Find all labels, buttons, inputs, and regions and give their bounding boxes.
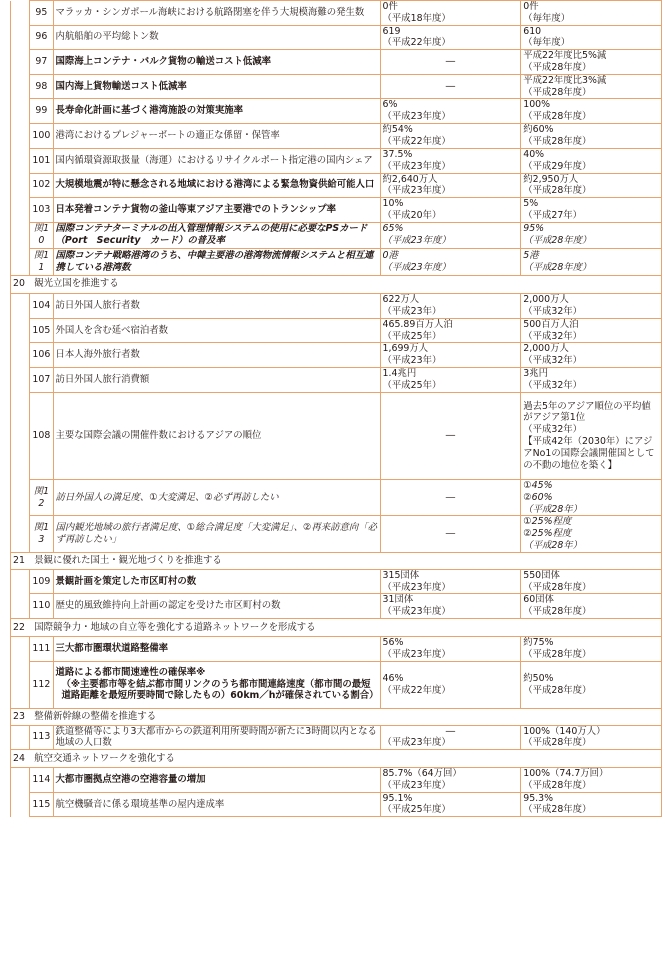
indicator-row xyxy=(11,367,662,392)
category-row xyxy=(11,708,662,725)
group-indent-cell xyxy=(11,74,30,99)
indicator-name-text: 内航船舶の平均総トン数 xyxy=(55,31,159,43)
current-value-cell xyxy=(380,50,521,75)
indicator-name-text: 鉄道整備等により3大都市からの鉄道利用所要時間が新たに3時間以内となる地域の人口数 xyxy=(55,725,377,749)
indicator-number: 112 xyxy=(30,661,53,708)
indicator-name-text: 国際コンテナ戦略港湾のうち、中韓主要港の港湾物流情報システムと相互連携している港湾数 xyxy=(55,249,374,273)
indicator-name-text: 国内観光地域の旅行者満足度、①総合満足度「大変満足」、②再来訪意向「必ず再訪したい」 xyxy=(55,522,378,546)
target-value-line: （平成28年度） xyxy=(523,111,592,123)
indicator-name-text: 大規模地震が特に懸念される地域における港湾による緊急物資供給可能人口 xyxy=(55,179,375,191)
current-value-line: （平成23年度） xyxy=(382,235,451,247)
current-value-cell xyxy=(380,479,521,515)
current-value-cell xyxy=(380,123,521,148)
current-value-cell xyxy=(380,318,521,343)
current-value-line: （平成20年） xyxy=(382,209,442,221)
group-indent-cell xyxy=(11,569,30,594)
target-value-line: 2,000万人 xyxy=(523,343,569,355)
target-value-cell xyxy=(521,479,662,515)
indicator-row xyxy=(11,173,662,198)
group-indent-cell xyxy=(11,293,30,318)
current-value-line: （平成23年度） xyxy=(382,779,451,791)
current-value-line: （平成22年度） xyxy=(382,37,451,49)
group-indent-cell xyxy=(11,636,30,661)
indicator-name xyxy=(53,248,380,275)
indicator-number: 96 xyxy=(30,25,53,50)
indicator-name-text: 訪日外国人旅行者数 xyxy=(55,299,140,311)
indicator-name xyxy=(53,148,380,173)
group-indent-cell xyxy=(11,148,30,173)
category-title: 22 国際競争力・地域の自立等を強化する道路ネットワークを形成する xyxy=(11,618,662,636)
target-value-line: 約60% xyxy=(523,124,554,136)
current-value-line: ― xyxy=(445,528,456,540)
indicator-name-text: 国際コンテナターミナルの出入管理情報システムの使用に必要なPSカード（Port Security カード）の普及率 xyxy=(55,223,368,247)
indicator-number: 105 xyxy=(30,318,53,343)
target-value-line: （平成28年度） xyxy=(523,737,592,749)
indicator-name xyxy=(53,792,380,817)
current-value-cell xyxy=(380,516,521,552)
target-value-line: 100%（74.7万回） xyxy=(523,768,609,780)
target-value-line: 550団体 xyxy=(523,569,560,581)
indicator-number: 101 xyxy=(30,148,53,173)
current-value-line: 1,699万人 xyxy=(382,343,429,355)
current-value-line: （平成23年） xyxy=(382,305,442,317)
target-value-cell xyxy=(521,661,662,708)
current-value-line: ― xyxy=(445,80,456,92)
indicator-row xyxy=(11,1,662,26)
target-value-cell xyxy=(521,792,662,817)
indicator-number: 97 xyxy=(30,50,53,75)
indicator-name-text: 航空機騒音に係る環境基準の屋内達成率 xyxy=(55,798,225,810)
indicator-row xyxy=(11,768,662,793)
indicator-name-text: 主要な国際会議の開催件数におけるアジアの順位 xyxy=(55,430,262,442)
indicator-name xyxy=(53,99,380,124)
indicator-row xyxy=(11,516,662,552)
indicator-row xyxy=(11,148,662,173)
target-value-cell xyxy=(521,569,662,594)
indicator-number: 110 xyxy=(30,594,53,619)
group-indent-cell xyxy=(11,768,30,793)
current-value-cell xyxy=(380,768,521,793)
indicator-name-text: 訪日外国人の満足度、①大変満足、②必ず再訪したい xyxy=(55,491,279,503)
current-value-line: 0件 xyxy=(382,1,398,12)
indicator-name-text: 国際海上コンテナ・バルク貨物の輸送コスト低減率 xyxy=(55,56,271,68)
current-value-line: ― xyxy=(445,56,456,68)
indicator-name xyxy=(53,516,380,552)
current-value-line: （平成22年度） xyxy=(382,135,451,147)
current-value-line: 85.7%（64万回） xyxy=(382,768,462,780)
group-indent-cell xyxy=(11,248,30,275)
current-value-cell xyxy=(380,248,521,275)
indicator-number: 111 xyxy=(30,636,53,661)
indicator-name xyxy=(53,222,380,248)
group-indent-cell xyxy=(11,50,30,75)
target-value-line: （平成28年度） xyxy=(523,684,592,696)
target-value-line: 95.3% xyxy=(523,792,554,804)
group-indent-cell xyxy=(11,1,30,26)
target-value-cell xyxy=(521,25,662,50)
target-value-line: （平成28年度） xyxy=(523,135,592,147)
indicator-row xyxy=(11,99,662,124)
target-value-line: 【平成42年（2030年）にアジアNo1の国際会議開催国としての不動の地位を築く】 xyxy=(523,435,655,471)
target-value-cell xyxy=(521,148,662,173)
target-value-line: 5% xyxy=(523,198,539,210)
current-value-line: ― xyxy=(445,491,456,503)
indicator-number: 95 xyxy=(30,1,53,26)
current-value-cell xyxy=(380,343,521,368)
group-indent-cell xyxy=(11,99,30,124)
indicator-row xyxy=(11,293,662,318)
indicator-name-text: 日本人海外旅行者数 xyxy=(55,349,140,361)
indicator-name xyxy=(53,318,380,343)
group-indent-cell xyxy=(11,173,30,198)
target-value-line: ①45% xyxy=(523,479,553,491)
target-value-cell xyxy=(521,248,662,275)
category-row xyxy=(11,618,662,636)
group-indent-cell xyxy=(11,367,30,392)
current-value-line: 約54% xyxy=(382,124,413,136)
indicator-row xyxy=(11,50,662,75)
indicator-name-text: 大都市圏拠点空港の空港容量の増加 xyxy=(55,773,206,785)
indicator-name xyxy=(53,293,380,318)
category-title: 23 整備新幹線の整備を推進する xyxy=(11,708,662,725)
target-value-line: （平成28年） xyxy=(523,503,583,515)
indicator-number: 100 xyxy=(30,123,53,148)
current-value-cell xyxy=(380,173,521,198)
target-value-line: （平成32年） xyxy=(523,355,583,367)
indicator-row xyxy=(11,479,662,515)
target-value-line: （毎年度） xyxy=(523,37,571,49)
target-value-line: （平成28年度） xyxy=(523,235,592,247)
target-value-line: 平成22年度比5%減 xyxy=(523,50,607,62)
indicator-row xyxy=(11,25,662,50)
indicator-number: 関11 xyxy=(30,248,53,275)
indicator-name xyxy=(53,50,380,75)
current-value-line: 46% xyxy=(382,672,404,684)
current-value-line: 37.5% xyxy=(382,148,413,160)
target-value-line: 約2,950万人 xyxy=(523,173,579,185)
target-value-line: 2,000万人 xyxy=(523,293,569,305)
group-indent-cell xyxy=(11,516,30,552)
target-value-line: （平成28年度） xyxy=(523,261,592,273)
indicator-number: 関13 xyxy=(30,516,53,552)
current-value-line: （平成25年） xyxy=(382,330,442,342)
group-indent-cell xyxy=(11,725,30,750)
current-value-line: 65% xyxy=(382,223,404,235)
current-value-line: （平成18年度） xyxy=(382,12,451,24)
group-indent-cell xyxy=(11,661,30,708)
current-value-line: （平成22年度） xyxy=(382,684,451,696)
target-value-cell xyxy=(521,173,662,198)
current-value-cell xyxy=(380,25,521,50)
current-value-cell xyxy=(380,594,521,619)
target-value-cell xyxy=(521,725,662,750)
target-value-cell xyxy=(521,1,662,26)
group-indent-cell xyxy=(11,792,30,817)
target-value-line: 60団体 xyxy=(523,594,554,606)
indicator-row xyxy=(11,343,662,368)
indicator-name-text: 日本発着コンテナ貨物の釜山等東アジア主要港でのトランシップ率 xyxy=(55,204,336,216)
group-indent-cell xyxy=(11,479,30,515)
indicator-number: 108 xyxy=(30,392,53,479)
indicator-number: 102 xyxy=(30,173,53,198)
indicator-name xyxy=(53,173,380,198)
current-value-line: ― xyxy=(445,430,456,442)
target-value-cell xyxy=(521,50,662,75)
target-value-line: 5港 xyxy=(523,249,539,261)
current-value-line: 6% xyxy=(382,99,398,111)
target-value-line: （平成27年） xyxy=(523,209,583,221)
indicator-row xyxy=(11,569,662,594)
current-value-line: （平成23年度） xyxy=(382,648,451,660)
indicator-number: 109 xyxy=(30,569,53,594)
indicator-name-text: マラッカ・シンガポール海峡における航路閉塞を伴う大規模海難の発生数 xyxy=(55,6,365,18)
current-value-line: （平成23年度） xyxy=(382,261,451,273)
indicator-number: 115 xyxy=(30,792,53,817)
group-indent-cell xyxy=(11,343,30,368)
current-value-line: 0港 xyxy=(382,249,398,261)
indicator-name xyxy=(53,479,380,515)
indicator-row xyxy=(11,594,662,619)
current-value-line: 95.1% xyxy=(382,792,413,804)
indicator-name xyxy=(53,198,380,223)
current-value-line: 315団体 xyxy=(382,569,420,581)
target-value-line: 40% xyxy=(523,148,545,160)
indicator-name xyxy=(53,392,380,479)
indicator-row xyxy=(11,318,662,343)
target-value-line: 100% xyxy=(523,99,551,111)
target-value-cell xyxy=(521,516,662,552)
target-value-line: （平成28年度） xyxy=(523,185,592,197)
indicator-name-text: 国内海上貨物輸送コスト低減率 xyxy=(55,80,187,92)
current-value-line: （平成25年） xyxy=(382,379,442,391)
current-value-cell xyxy=(380,636,521,661)
current-value-line: 465.89百万人泊 xyxy=(382,318,453,330)
indicator-name xyxy=(53,74,380,99)
indicator-row xyxy=(11,661,662,708)
target-value-line: （平成32年） xyxy=(523,379,583,391)
current-value-line: （平成23年度） xyxy=(382,737,451,749)
target-value-cell xyxy=(521,293,662,318)
target-value-cell xyxy=(521,123,662,148)
indicator-name xyxy=(53,343,380,368)
indicator-number: 98 xyxy=(30,74,53,99)
target-value-cell xyxy=(521,768,662,793)
target-value-line: ②60% xyxy=(523,491,553,503)
current-value-line: 1.4兆円 xyxy=(382,368,417,380)
indicator-row xyxy=(11,636,662,661)
target-value-line: ②25%程度 xyxy=(523,528,572,540)
indicator-name xyxy=(53,661,380,708)
group-indent-cell xyxy=(11,123,30,148)
target-value-line: （平成28年度） xyxy=(523,86,592,98)
current-value-line: （平成23年度） xyxy=(382,185,451,197)
indicator-number: 114 xyxy=(30,768,53,793)
target-value-line: 100%（140万人） xyxy=(523,725,606,737)
group-indent-cell xyxy=(11,594,30,619)
target-value-cell xyxy=(521,99,662,124)
indicator-name xyxy=(53,725,380,750)
indicator-name-text: 三大都市圏環状道路整備率 xyxy=(55,642,169,654)
current-value-cell xyxy=(380,148,521,173)
target-value-line: 約50% xyxy=(523,672,554,684)
category-row xyxy=(11,552,662,569)
target-value-line: （平成32年） xyxy=(523,305,583,317)
current-value-cell xyxy=(380,293,521,318)
indicator-table xyxy=(10,0,662,817)
indicator-name-text: 外国人を含む延べ宿泊者数 xyxy=(55,324,169,336)
target-value-line: 3兆円 xyxy=(523,368,548,380)
current-value-line: 10% xyxy=(382,198,404,210)
indicator-row xyxy=(11,198,662,223)
current-value-line: 56% xyxy=(382,636,404,648)
category-row xyxy=(11,275,662,293)
current-value-line: ― xyxy=(445,725,456,737)
target-value-line: ①25%程度 xyxy=(523,516,572,528)
current-value-cell xyxy=(380,569,521,594)
target-value-line: （平成28年度） xyxy=(523,606,592,618)
target-value-line: （平成28年度） xyxy=(523,804,592,816)
group-indent-cell xyxy=(11,198,30,223)
target-value-line: （平成29年度） xyxy=(523,160,592,172)
group-indent-cell xyxy=(11,25,30,50)
target-value-cell xyxy=(521,74,662,99)
target-value-line: 0件 xyxy=(523,1,539,12)
target-value-cell xyxy=(521,343,662,368)
indicator-row xyxy=(11,392,662,479)
indicator-name xyxy=(53,594,380,619)
indicator-name-text: 訪日外国人旅行消費額 xyxy=(55,374,150,386)
target-value-line: 約75% xyxy=(523,636,554,648)
current-value-line: （平成23年度） xyxy=(382,160,451,172)
indicator-name xyxy=(53,636,380,661)
target-value-cell xyxy=(521,198,662,223)
current-value-line: （平成23年度） xyxy=(382,111,451,123)
indicator-number: 103 xyxy=(30,198,53,223)
target-value-line: 610 xyxy=(523,25,542,37)
current-value-line: （平成23年度） xyxy=(382,606,451,618)
indicator-name xyxy=(53,768,380,793)
category-title: 20 観光立国を推進する xyxy=(11,275,662,293)
indicator-name-text: 長寿命化計画に基づく港湾施設の対策実施率 xyxy=(55,105,244,117)
current-value-line: 約2,640万人 xyxy=(382,173,438,185)
indicator-row xyxy=(11,222,662,248)
target-value-line: （平成32年） xyxy=(523,330,583,342)
indicator-name-text: 道路による都市間速達性の確保率※ xyxy=(55,666,206,678)
indicator-name-text: 港湾におけるプレジャーボートの適正な係留・保管率 xyxy=(55,130,280,142)
indicator-row xyxy=(11,725,662,750)
group-indent-cell xyxy=(11,222,30,248)
target-value-line: （平成28年度） xyxy=(523,648,592,660)
current-value-cell xyxy=(380,725,521,750)
indicator-name xyxy=(53,569,380,594)
category-row xyxy=(11,750,662,768)
current-value-line: 622万人 xyxy=(382,293,420,305)
indicator-number: 関10 xyxy=(30,222,53,248)
current-value-cell xyxy=(380,198,521,223)
current-value-line: （平成23年度） xyxy=(382,581,451,593)
target-value-cell xyxy=(521,636,662,661)
target-value-cell xyxy=(521,594,662,619)
target-value-line: （平成32年） xyxy=(523,424,583,436)
indicator-number: 106 xyxy=(30,343,53,368)
indicator-name-note: （※主要都市等を結ぶ都市間リンクのうち都市間連絡速度（都市間の最短道路距離を最短所要時間で除したもの）60km／hが確保されている割合） xyxy=(61,678,379,702)
target-value-line: （平成28年度） xyxy=(523,779,592,791)
target-value-line: 平成22年度比3%減 xyxy=(523,74,607,86)
current-value-line: （平成25年度） xyxy=(382,804,451,816)
group-indent-cell xyxy=(11,392,30,479)
target-value-line: （平成28年度） xyxy=(523,61,592,73)
current-value-cell xyxy=(380,1,521,26)
indicator-name xyxy=(53,123,380,148)
indicator-row xyxy=(11,248,662,275)
category-title: 24 航空交通ネットワークを強化する xyxy=(11,750,662,768)
indicator-table-body xyxy=(11,1,662,817)
category-title: 21 景観に優れた国土・観光地づくりを推進する xyxy=(11,552,662,569)
target-value-line: 500百万人泊 xyxy=(523,318,579,330)
current-value-cell xyxy=(380,74,521,99)
target-value-cell xyxy=(521,367,662,392)
indicator-name-text: 国内循環資源取扱量（海運）におけるリサイクルポート指定港の国内シェア xyxy=(55,154,373,166)
current-value-cell xyxy=(380,367,521,392)
indicator-number: 104 xyxy=(30,293,53,318)
indicator-row xyxy=(11,123,662,148)
indicator-number: 99 xyxy=(30,99,53,124)
target-value-line: （毎年度） xyxy=(523,12,571,24)
group-indent-cell xyxy=(11,318,30,343)
current-value-line: （平成23年） xyxy=(382,355,442,367)
current-value-cell xyxy=(380,661,521,708)
current-value-cell xyxy=(380,392,521,479)
current-value-cell xyxy=(380,792,521,817)
indicator-number: 113 xyxy=(30,725,53,750)
indicator-number: 107 xyxy=(30,367,53,392)
indicator-name xyxy=(53,1,380,26)
target-value-cell xyxy=(521,318,662,343)
indicator-number: 関12 xyxy=(30,479,53,515)
indicator-name xyxy=(53,367,380,392)
indicator-row xyxy=(11,792,662,817)
indicator-row xyxy=(11,74,662,99)
target-value-line: （平成28年） xyxy=(523,539,583,551)
current-value-cell xyxy=(380,99,521,124)
target-value-cell xyxy=(521,222,662,248)
target-value-line: （平成28年度） xyxy=(523,581,592,593)
current-value-cell xyxy=(380,222,521,248)
indicator-name-text: 歴史的風致維持向上計画の認定を受けた市区町村の数 xyxy=(55,600,281,612)
target-value-line: 95% xyxy=(523,223,545,235)
current-value-line: 31団体 xyxy=(382,594,414,606)
indicator-name xyxy=(53,25,380,50)
target-value-line: 過去5年のアジア順位の平均値がアジア第1位 xyxy=(523,400,651,424)
indicator-name-text: 景観計画を策定した市区町村の数 xyxy=(55,575,197,587)
current-value-line: 619 xyxy=(382,25,401,37)
target-value-cell xyxy=(521,392,662,479)
